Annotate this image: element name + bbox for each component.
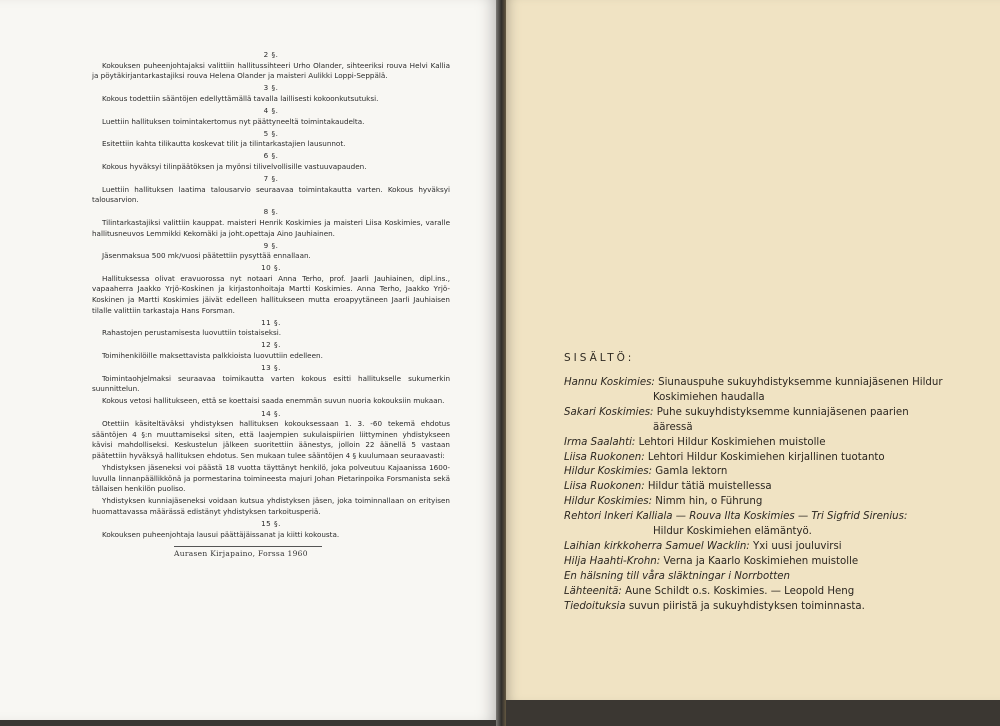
section-paragraph: Yhdistyksen kunniajäseneksi voidaan kutsua yhdistyksen jäsen, joka toiminnallaan on erityisen huomattavassa määrässä edistänyt yhdistyksen tarkoitusperiä. (92, 496, 450, 516)
section-paragraph: Esitettiin kahta tilikautta koskevat tilit ja tilintarkastajien lausunnot. (102, 139, 346, 149)
section-number: 4 §. (263, 105, 279, 115)
toc-entry (564, 510, 984, 525)
toc-title: Lehtori Hildur Koskimiehen muistolle (638, 436, 826, 448)
toc-entry (564, 465, 984, 480)
toc-title: Aune Schildt o.s. Koskimies. — Leopold Heng (625, 585, 855, 597)
toc-author: Liisa Ruokonen: (564, 481, 645, 493)
toc-title: Siunauspuhe sukuyhdistyksemme kunniajäsenen Hildur (658, 377, 943, 388)
section-paragraph: Luettiin hallituksen laatima talousarvio seuraavaa toimintakautta varten. Kokous hyväksyi talousarvion. (92, 184, 450, 205)
section-number: 6 §. (263, 151, 279, 161)
toc-title-continuation: Hildur Koskimiehen elämäntyö. (653, 526, 812, 538)
toc-entry (564, 540, 984, 555)
toc-author: Hilja Haahti-Krohn: (564, 555, 661, 567)
table-of-contents (564, 376, 984, 615)
section-paragraph: Toimintaohjelmaksi seuraavaa toimikautta varten kokous esitti hallitukselle sukumerkin suunnittelun. (92, 373, 450, 394)
toc-title: Nimm hin, o Führung (655, 496, 763, 508)
toc-author: Tiedoituksia (564, 600, 626, 612)
toc-author: Liisa Ruokonen: (564, 451, 645, 463)
minutes-sections (92, 50, 450, 540)
toc-author: Irma Saalahti: (564, 436, 636, 448)
toc-entry (564, 376, 984, 391)
section-number: 2 §. (263, 50, 279, 59)
toc-author: Hannu Koskimies: (564, 377, 655, 388)
section-number: 3 §. (263, 83, 279, 93)
printer-rule (174, 546, 322, 547)
toc-entry (564, 436, 984, 451)
section-number: 5 §. (263, 128, 279, 138)
toc-author: En hälsning till våra släktningar i Norrbotten (564, 570, 790, 582)
section-paragraph: Kokous todettiin sääntöjen edellyttämällä tavalla laillisesti kokoonkutsutuksi. (102, 93, 379, 103)
toc-entry (564, 495, 984, 510)
section-number: 12 §. (261, 340, 281, 350)
section-number: 8 §. (263, 207, 279, 217)
section-paragraph: Jäsenmaksua 500 mk/vuosi päätettiin pysyttää ennallaan. (102, 251, 311, 261)
section-paragraph: Tilintarkastajiksi valittiin kauppat. maisteri Henrik Koskimies ja maisteri Liisa Koskimies, varalle hallitusneuvos Lemmikki Kekomäki ja joht.opettaja Aino Jauhiainen. (92, 217, 450, 238)
toc-author: Laihian kirkkoherra Samuel Wacklin: (564, 540, 750, 552)
toc-entry (564, 555, 984, 570)
toc-title: Yxi uusi jouluvirsi (753, 540, 842, 552)
minutes-column (92, 50, 450, 560)
toc-title: Puhe sukuyhdistyksemme kunniajäsenen paarien (656, 406, 909, 418)
section-number: 9 §. (263, 240, 279, 250)
left-page (0, 0, 498, 720)
section-number: 15 §. (261, 518, 281, 528)
section-paragraph: Kokous hyväksyi tilinpäätöksen ja myönsi tilivelvollisille vastuuvapauden. (102, 161, 367, 171)
section-number: 10 §. (261, 263, 281, 273)
toc-title-continuation: Koskimiehen haudalla (653, 391, 765, 403)
toc-entry (564, 451, 984, 466)
section-paragraph: Rahastojen perustamisesta luovuttiin toistaiseksi. (102, 328, 282, 338)
section-number: 7 §. (263, 174, 279, 184)
section-number: 11 §. (261, 317, 281, 327)
toc-author: Sakari Koskimies: (564, 406, 654, 418)
toc-author: Rehtori Inkeri Kalliala — Rouva Ilta Koskimies — Tri Sigfrid Sirenius: (564, 511, 908, 523)
toc-title: Lehtori Hildur Koskimiehen kirjallinen tuotanto (647, 451, 885, 463)
toc-title: suvun piiristä ja sukuyhdistyksen toiminnasta. (628, 600, 865, 612)
section-paragraph: Kokouksen puheenjohtajaksi valittiin hallitussihteeri Urho Olander, sihteeriksi rouva Helvi Kallia ja pöytäkirjantarkastajiksi rouva Helena Olander ja maisteri Aulikki Loppi-Seppälä. (92, 60, 450, 81)
section-paragraph: Toimihenkilöille maksettavista palkkioista luovuttiin edelleen. (102, 351, 323, 361)
toc-entry (564, 480, 984, 495)
toc-entry (564, 600, 984, 615)
section-paragraph: Luettiin hallituksen toimintakertomus nyt päättyneeltä toimintakaudelta. (102, 116, 365, 126)
section-paragraph: Yhdistyksen jäseneksi voi päästä 18 vuotta täyttänyt henkilö, joka polveutuu Kajaanissa 1600-luvulla linnanpäällikkönä ja pormestarina toimineesta majuri Johan Pietarinpoika Forsmanista sekä tällaisen henkilön puoliso. (92, 462, 450, 494)
section-number: 13 §. (261, 363, 281, 373)
printer-imprint: Aurasen Kirjapaino, Forssa 1960 (174, 549, 308, 559)
toc-title: Verna ja Kaarlo Koskimiehen muistolle (663, 555, 859, 567)
section-number: 14 §. (261, 408, 281, 418)
right-page (506, 0, 1000, 700)
toc-entry (564, 406, 984, 421)
toc-author: Hildur Koskimies: (564, 496, 653, 508)
section-paragraph: Kokouksen puheenjohtaja lausui päättäjäissanat ja kiitti kokousta. (102, 529, 340, 539)
toc-author: Lähteenitä: (564, 585, 622, 597)
toc-author: Hildur Koskimies: (564, 466, 653, 478)
section-paragraph: Hallituksessa olivat eravuorossa nyt notaari Anna Terho, prof. Jaarli Jauhiainen, dipl.ins., vapaaherra Jaakko Yrjö-Koskinen ja kirjastonhoitaja Martti Koskimies. Anna Terho, Jaakko Yrjö-Koskinen ja Martti Koskimies jäivät edelleen hallitukseen mutta eroapyytäneen Jaarli Jauhiaisen tilalle valittiin tarkastaja Hans Forsman. (92, 273, 450, 315)
toc-title: Gamla lektorn (655, 466, 728, 478)
page-edge-shadow (506, 700, 1000, 726)
toc-title: Hildur tätiä muistellessa (647, 481, 772, 493)
toc-title-continuation: ääressä (653, 421, 693, 433)
toc-entry (564, 570, 984, 585)
toc-entry (564, 585, 984, 600)
section-paragraph: Kokous vetosi hallitukseen, että se koettaisi saada enemmän suvun nuoria kokouksiin mukaan. (102, 396, 445, 406)
section-paragraph: Otettiin käsiteltäväksi yhdistyksen hallituksen kokouksessaan 1. 3. -60 tekemä ehdotus sääntöjen 4 §:n muuttamiseksi siten, että laajempien sukulaispiirien liittyminen yhdistykseen kävisi mahdolliseksi. Keskustelun jälkeen suoritettiin äänestys, jolloin 22 äänellä 5 vastaan päätettiin hyväksyä hallituksen ehdotus. Sen mukaan tulee sääntöjen 4 § kuulumaan seuraavasti: (92, 419, 450, 460)
toc-heading: SISÄLTÖ: (564, 352, 635, 364)
